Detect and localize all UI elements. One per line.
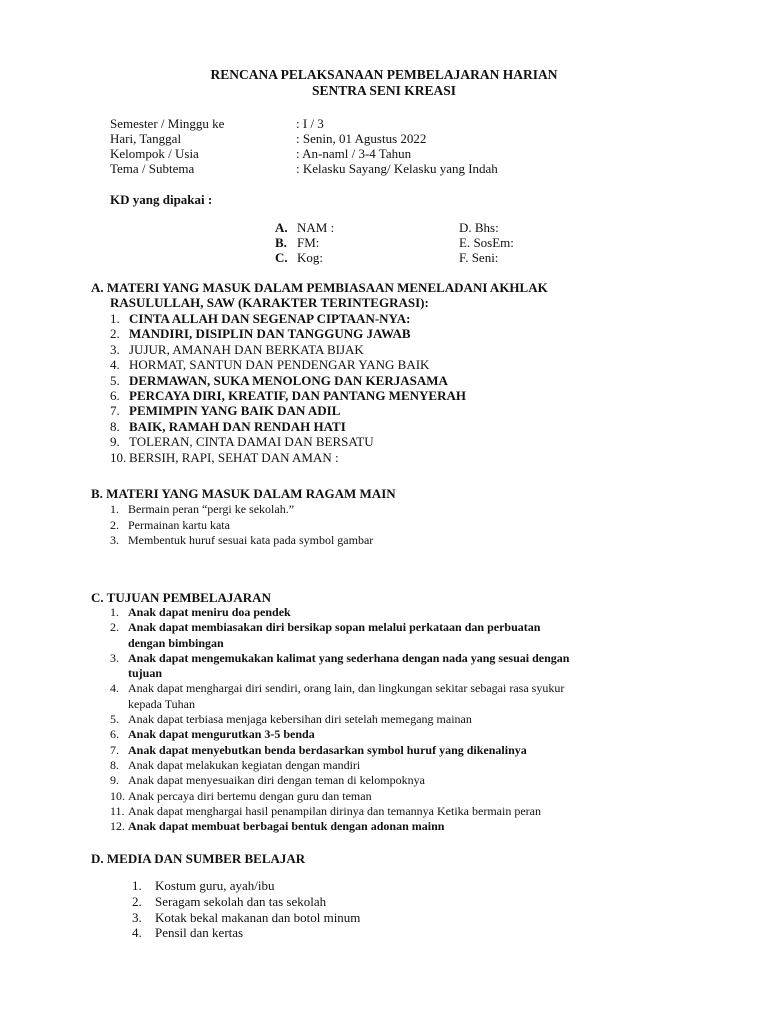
kd-nam: NAM :: [297, 220, 335, 235]
kd-fm: FM:: [297, 235, 320, 250]
kd-letter-c: C.: [275, 250, 288, 265]
list-item-number: 2.: [110, 517, 119, 532]
list-item-number: 5.: [110, 712, 119, 727]
info-value-tema: : Kelasku Sayang/ Kelasku yang Indah: [296, 161, 498, 176]
list-item-number: 3.: [110, 533, 119, 548]
section-b-heading: B. MATERI YANG MASUK DALAM RAGAM MAIN: [91, 486, 396, 501]
list-item-number: 8.: [110, 418, 120, 434]
section-a-heading-cont: RASULULLAH, SAW (KARAKTER TERINTEGRASI):: [110, 295, 429, 310]
section-a-heading: A. MATERI YANG MASUK DALAM PEMBIASAAN MENELADANI AKHLAK: [91, 280, 548, 295]
list-item-number: 4.: [110, 357, 120, 373]
list-item: [132, 894, 360, 910]
list-item-text: Anak dapat menyebutkan benda berdasarkan symbol huruf yang dikenalinya: [128, 742, 527, 757]
list-item-text: Bermain peran “pergi ke sekolah.”: [128, 502, 295, 516]
list-item: [110, 434, 466, 449]
list-item-number: 2.: [110, 620, 119, 635]
list-item-number: 3.: [132, 909, 142, 925]
list-item-text: MANDIRI, DISIPLIN DAN TANGGUNG JAWAB: [129, 326, 411, 342]
list-item: [110, 518, 373, 534]
list-item-text: Anak dapat melakukan kegiatan dengan mandiri: [128, 757, 361, 772]
list-item: [110, 311, 466, 326]
list-item-number: 6.: [110, 727, 119, 742]
list-item-text: TOLERAN, CINTA DAMAI DAN BERSATU: [129, 434, 374, 450]
section-d-heading: D. MEDIA DAN SUMBER BELAJAR: [91, 851, 306, 866]
list-item: [132, 925, 360, 941]
list-item-text-cont: dengan bimbingan: [128, 635, 224, 650]
list-item-number: 1.: [110, 605, 119, 619]
info-label-kelompok: Kelompok / Usia: [110, 146, 199, 161]
info-label-hari: Hari, Tanggal: [110, 131, 182, 146]
kd-kog: Kog:: [297, 250, 323, 265]
list-item-number: 10.: [110, 788, 125, 803]
list-item-number: 7.: [110, 403, 120, 419]
document-title: RENCANA PELAKSANAAN PEMBELAJARAN HARIAN: [210, 67, 558, 82]
list-item-text: HORMAT, SANTUN DAN PENDENGAR YANG BAIK: [129, 357, 430, 373]
list-item: [132, 910, 360, 926]
list-item-number: 8.: [110, 757, 119, 772]
list-item-text: Permainan kartu kata: [128, 517, 230, 532]
list-item: [110, 326, 466, 341]
list-item-text: Anak percaya diri bertemu dengan guru dan teman: [128, 788, 372, 803]
document-subtitle: SENTRA SENI KREASI: [311, 83, 457, 98]
list-item-number: 9.: [110, 434, 120, 450]
list-item-text: Anak dapat mengurutkan 3-5 benda: [128, 727, 315, 742]
kd-seni: F. Seni:: [459, 250, 499, 265]
list-item-number: 1.: [110, 502, 119, 516]
list-item-number: 2.: [110, 326, 120, 342]
list-item-number: 3.: [110, 650, 119, 665]
list-item-text: PERCAYA DIRI, KREATIF, DAN PANTANG MENYERAH: [129, 387, 466, 403]
info-label-semester: Semester / Minggu ke: [110, 116, 225, 131]
list-item-number: 1.: [110, 311, 120, 326]
list-item-text: JUJUR, AMANAH DAN BERKATA BIJAK: [129, 341, 364, 357]
list-item-number: 2.: [132, 893, 142, 909]
list-item: [110, 712, 569, 727]
list-item-number: 9.: [110, 773, 119, 788]
list-item-number: 6.: [110, 387, 120, 403]
kd-sosem: E. SosEm:: [459, 235, 514, 250]
list-item-number: 10.: [110, 449, 127, 465]
list-item: [110, 357, 466, 372]
list-item-text: Anak dapat menyesuaikan diri dengan teman di kelompoknya: [128, 773, 425, 788]
section-d-list: [132, 878, 360, 941]
kd-heading: KD yang dipakai :: [110, 192, 213, 207]
list-item: [110, 804, 569, 819]
list-item-text-cont: kepada Tuhan: [128, 696, 195, 711]
info-value-semester: : I / 3: [296, 116, 324, 131]
list-item: [132, 878, 360, 894]
list-item-number: 4.: [110, 681, 119, 696]
list-item: [110, 727, 569, 742]
list-item: [110, 450, 466, 465]
list-item: [110, 789, 569, 804]
list-item: [110, 773, 569, 788]
list-item: [110, 388, 466, 403]
kd-letter-b: B.: [275, 235, 287, 250]
list-item-text: Anak dapat terbiasa menjaga kebersihan diri setelah memegang mainan: [128, 712, 472, 727]
list-item-number: 7.: [110, 742, 119, 757]
section-c-heading: C. TUJUAN PEMBELAJARAN: [91, 590, 271, 605]
list-item-number: 12.: [110, 819, 125, 834]
section-b-list: [110, 502, 373, 549]
list-item-text: Anak dapat membiasakan diri bersikap sopan melalui perkataan dan perbuatan: [128, 620, 541, 635]
list-item-text: BERSIH, RAPI, SEHAT DAN AMAN :: [129, 449, 339, 465]
list-item: [110, 743, 569, 758]
list-item-number: 11.: [110, 803, 125, 818]
list-item-text-cont: tujuan: [128, 666, 163, 681]
section-a-list: [110, 311, 466, 465]
list-item: [110, 342, 466, 357]
list-item-text: Kostum guru, ayah/ibu: [155, 878, 275, 893]
list-item: [110, 651, 569, 682]
list-item: [110, 419, 466, 434]
list-item: [110, 758, 569, 773]
list-item-number: 1.: [132, 878, 142, 893]
list-item-text: Membentuk huruf sesuai kata pada symbol gambar: [128, 533, 374, 548]
list-item-text: BAIK, RAMAH DAN RENDAH HATI: [129, 418, 346, 434]
list-item-number: 3.: [110, 341, 120, 357]
list-item-number: 4.: [132, 925, 142, 941]
list-item: [110, 819, 569, 834]
list-item-text: Anak dapat menghargai hasil penampilan dirinya dan temannya Ketika bermain peran: [128, 803, 541, 818]
list-item: [110, 502, 373, 518]
list-item-number: 5.: [110, 372, 120, 388]
list-item: [110, 681, 569, 712]
list-item-text: Seragam sekolah dan tas sekolah: [155, 893, 327, 909]
info-value-hari: : Senin, 01 Agustus 2022: [296, 131, 427, 146]
kd-letter-a: A.: [275, 220, 288, 235]
section-c-list: [110, 605, 569, 834]
list-item-text: Anak dapat menghargai diri sendiri, orang lain, dan lingkungan sekitar sebagai rasa syukur: [128, 681, 565, 696]
list-item: [110, 403, 466, 418]
info-label-tema: Tema / Subtema: [110, 161, 195, 176]
list-item: [110, 620, 569, 651]
list-item-text: CINTA ALLAH DAN SEGENAP CIPTAAN-NYA:: [129, 311, 411, 326]
list-item-text: DERMAWAN, SUKA MENOLONG DAN KERJASAMA: [129, 372, 448, 388]
list-item-text: Pensil dan kertas: [155, 925, 244, 941]
list-item-text: Anak dapat membuat berbagai bentuk dengan adonan mainn: [128, 819, 445, 834]
list-item: [110, 605, 569, 620]
list-item-text: PEMIMPIN YANG BAIK DAN ADIL: [129, 403, 341, 419]
list-item-text: Anak dapat mengemukakan kalimat yang sederhana dengan nada yang sesuai dengan: [128, 650, 570, 665]
info-value-kelompok: : An-naml / 3-4 Tahun: [296, 146, 412, 161]
list-item: [110, 373, 466, 388]
kd-bhs: D. Bhs:: [459, 220, 499, 235]
list-item-text: Kotak bekal makanan dan botol minum: [155, 909, 361, 925]
list-item: [110, 533, 373, 549]
list-item-text: Anak dapat meniru doa pendek: [128, 605, 291, 619]
